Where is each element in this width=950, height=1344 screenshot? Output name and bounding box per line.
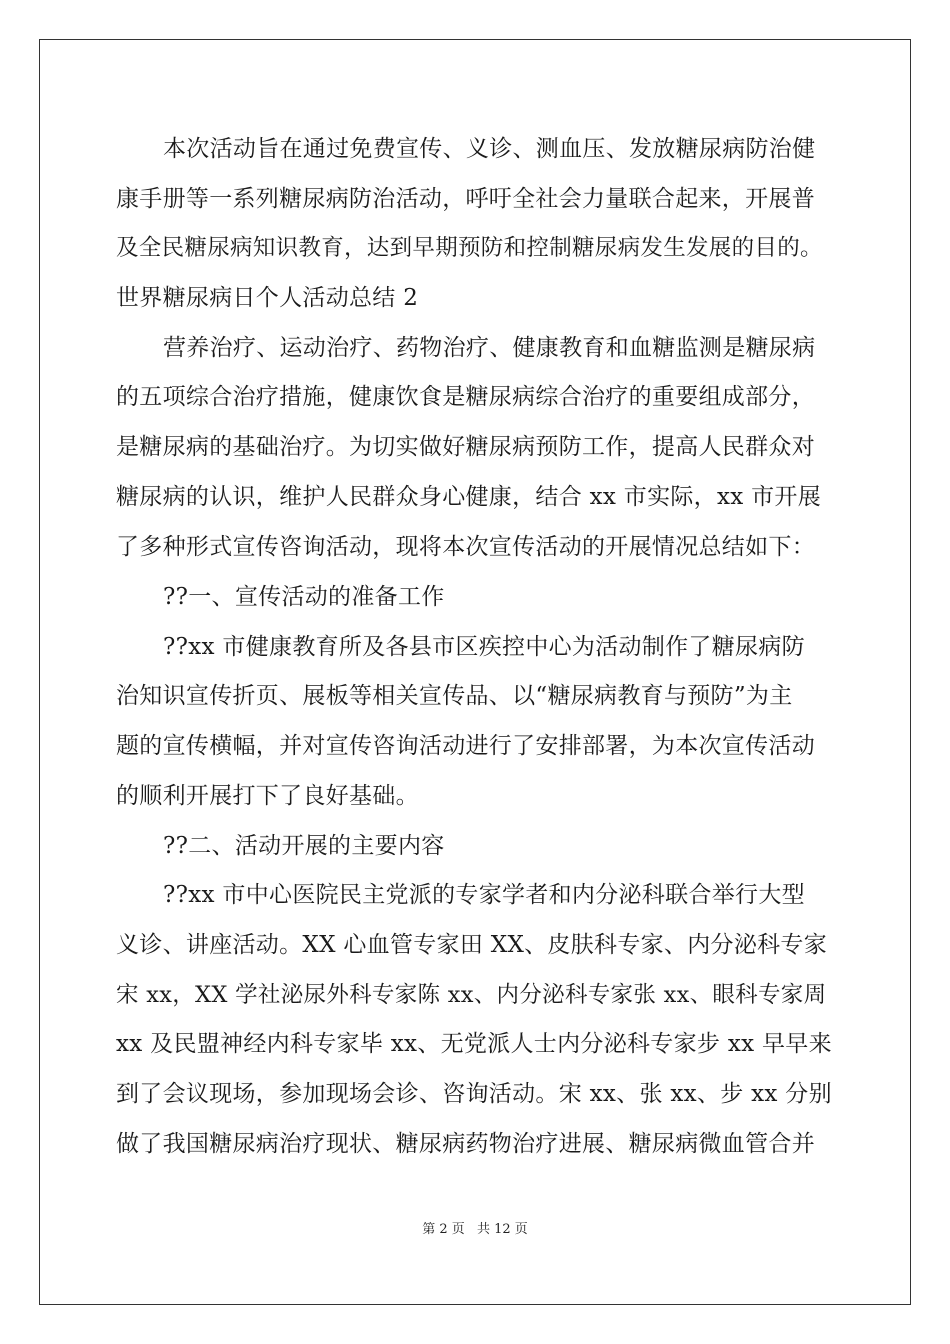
paragraph-line: 糖尿病的认识，维护人民群众身心健康，结合 xx 市实际，xx 市开展 — [116, 484, 822, 510]
section-heading: 世界糖尿病日个人活动总结 2 — [116, 285, 419, 311]
paragraph-line: 治知识宣传折页、展板等相关宣传品、以“糖尿病教育与预防”为主 — [116, 683, 793, 709]
paragraph-line: 本次活动旨在通过免费宣传、义诊、测血压、发放糖尿病防治健 — [163, 136, 816, 162]
paragraph-line: 营养治疗、运动治疗、药物治疗、健康教育和血糖监测是糖尿病 — [163, 335, 816, 361]
paragraph-line: ??xx 市中心医院民主党派的专家学者和内分泌科联合举行大型 — [163, 882, 805, 908]
paragraph-line: 做了我国糖尿病治疗现状、糖尿病药物治疗进展、糖尿病微血管合并 — [116, 1131, 815, 1157]
subsection-heading: ??一、宣传活动的准备工作 — [163, 584, 445, 610]
subsection-heading: ??二、活动开展的主要内容 — [163, 833, 445, 859]
paragraph-line: 题的宣传横幅，并对宣传咨询活动进行了安排部署，为本次宣传活动 — [116, 733, 815, 759]
page-total: 共 12 页 — [476, 1222, 528, 1237]
paragraph-line: 的五项综合治疗措施，健康饮食是糖尿病综合治疗的重要组成部分， — [116, 384, 815, 410]
paragraph-line: 义诊、讲座活动。XX 心血管专家田 XX、皮肤科专家、内分泌科专家 — [116, 932, 828, 958]
paragraph-line: 及全民糖尿病知识教育，达到早期预防和控制糖尿病发生发展的目的。 — [116, 235, 823, 261]
paragraph-line: xx 及民盟神经内科专家毕 xx、无党派人士内分泌科专家步 xx 早早来 — [116, 1031, 832, 1057]
paragraph-line: 宋 xx，XX 学社泌尿外科专家陈 xx、内分泌科专家张 xx、眼科专家周 — [116, 982, 827, 1008]
page-footer — [0, 1218, 950, 1237]
paragraph-line: 的顺利开展打下了良好基础。 — [116, 783, 419, 809]
paragraph-line: 了多种形式宣传咨询活动，现将本次宣传活动的开展情况总结如下： — [116, 534, 815, 560]
page-border — [39, 39, 911, 1305]
paragraph-line: 到了会议现场，参加现场会诊、咨询活动。宋 xx、张 xx、步 xx 分别 — [116, 1081, 832, 1107]
paragraph-line: ??xx 市健康教育所及各县市区疾控中心为活动制作了糖尿病防 — [163, 634, 805, 660]
paragraph-line: 康手册等一系列糖尿病防治活动，呼吁全社会力量联合起来，开展普 — [116, 186, 815, 212]
paragraph-line: 是糖尿病的基础治疗。为切实做好糖尿病预防工作，提高人民群众对 — [116, 434, 815, 460]
page-number: 第 2 页 — [422, 1222, 465, 1237]
